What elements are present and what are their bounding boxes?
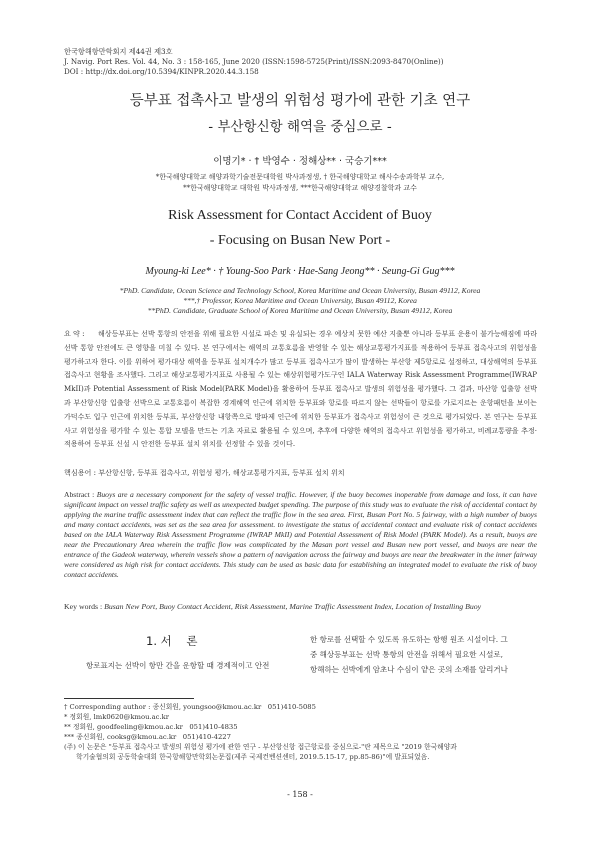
english-keywords-text: Busan New Port, Buoy Contact Accident, Risk Assessment, Marine Traffic Assessment Index, Location of Installing Buoy xyxy=(104,602,482,611)
korean-title: 등부표 접촉사고 발생의 위험성 평가에 관한 기초 연구 xyxy=(129,93,471,109)
korean-keywords: 핵심용어 : 부산항신항, 등부표 접촉사고, 위험성 평가, 해상교통평가지표, 등부표 설치 위치 xyxy=(64,468,345,477)
journal-citation: J. Navig. Port Res. Vol. 44, No. 3 : 158-165, June 2020 (ISSN:1598-5725(Print)/ISSN:2093-8470(Online)) xyxy=(64,57,444,66)
korean-abstract-text: 해상등부표는 선박 통항의 안전을 위해 필요한 시설로 파손 및 유실되는 경우 예상치 못한 예산 지출뿐 아니라 등부표 운용이 불가능해짐에 따라 선박 통항 안전에도 큰 영향을 미칠 수 있다. 본 연구에서는 해역의 교통호름을 반영할 수 있는 해상교통평가지표를 적용하여 등부표 접촉사고의 위험성을 평가하고자 한다. 이를 위하여 평가대상 해역을 등부표 설치개수가 많고 등부표 접촉사고가 많이 발생하는 부산항 제5항로로 설정하고, 대상해역의 등부표 접촉사고 현황을 조사했다. 그리고 해상교통평가지표로 사용될 수 있는 해상위험평가도구인 IALA Waterway Risk Assessment Programme(IWRAP MkII)과 Potential Assessment of Risk Model(PARK Model)을 활용하여 등부표 접촉사고 발생의 위험성을 평가했다. 그 결과, 마산항 입출항 선박과 부산항신항 입출항 선박으로 교통호름이 복잡한 경계해역 인근에 위치한 등부표와 항로를 따르지 않는 선박들이 항로를 가로지르는 운항패턴을 보이는 가덕수도 입구 인근에 위치한 등부표, 부산항신항 내항쪽으로 방파제 인근에 위치한 등부표가 접촉사고 위험성이 큰 것으로 평가되었다. 본 연구는 등부표 사고 위험성을 평가할 수 있는 통합 모델을 만드는 기초 자료로 활용될 수 있으며, 추후에 다양한 해역의 접촉사고 위험성을 평가하고, 비례교통량을 추정·적용하여 등부표 신설 시 안전한 등부표 설치 위치를 선정할 수 있을 것이다. xyxy=(64,329,537,449)
intro-left-column-text: 항로표지는 선박이 항만 간을 운항할 때 경제적이고 안전 xyxy=(86,661,270,670)
english-abstract-text: Buoys are a necessary component for the safety of vessel traffic. However, if the buoy becomes inoperable from damage and loss, it can have significant impact on vessel traffic safety as well as unexpected budget spending. The purpose of this study was to evaluate the risk of accidental contact by applying the marine traffic assessment index that can reflect the traffic flow in the sea area. First, Busan Port No. 5 fairway, with a high number of buoys and many contact accidents, was set as the sea area for assessment. to investigate the status of accidental contact and evaluate risk of contact accidents based on the IALA Waterway Risk Assessment Programme (IWRAP MkII) and Potential Assessment of Risk Model (PARK Model). As a result, buoys are near the Precautionary Area wherein the traffic flow was complicated by the Masan port vessel and Busan new port vessel, and buoys are near the entrance of the Gadeok waterway, wherein vessels show a pattern of navigation across the fairway and buoys are near the breakwater in the inner fairway were considered as high risk for contact accidents. This study can be used as basic data for establishing an integrated model to evaluate the risk of buoy contact accidents. xyxy=(64,490,537,579)
footnote-divider xyxy=(64,698,194,699)
english-subtitle: - Focusing on Busan New Port - xyxy=(209,233,391,248)
page-number: - 158 - xyxy=(287,790,313,799)
intro-right-column xyxy=(310,632,538,677)
english-authors: Myoung-ki Lee* · † Young-Soo Park · Hae-Sang Jeong** · Seung-Gi Gug*** xyxy=(145,266,455,277)
intro-right-line-3: 항해하는 선박에게 암초나 수심이 얕은 곳의 소재를 알리거나 xyxy=(310,665,508,674)
journal-header xyxy=(64,47,444,77)
doi-link[interactable]: DOI : http://dx.doi.org/10.5394/KINPR.2020.44.3.158 xyxy=(64,67,259,76)
korean-subtitle: - 부산항신항 해역을 중심으로 - xyxy=(208,119,392,135)
english-abstract xyxy=(64,490,537,580)
footnote-author-2: * 정회원, lmk0620@kmou.ac.kr xyxy=(64,713,169,721)
footnote-note-line-2: 학기술협의회 공동학술대회 한국항해항만학회논문집(제주 국제컨벤션센터, 2019.5.15-17, pp.85-86)"에 발표되었음. xyxy=(76,753,430,761)
english-keywords xyxy=(64,602,481,611)
english-affiliation-3: **PhD. Candidate, Graduate School of Korea Maritime and Ocean University, Busan 49112, Korea xyxy=(147,306,453,315)
intro-right-line-1: 한 항로를 선택할 수 있도록 유도하는 항행 원조 시설이다. 그 xyxy=(310,635,508,644)
korean-abstract-label: 요 약 : xyxy=(64,329,85,338)
english-affiliation-1: *PhD. Candidate, Ocean Science and Technology School, Korea Maritime and Ocean University, Busan 49112, Korea xyxy=(119,286,481,295)
korean-authors: 이명기* · † 박영수 · 정해상** · 국승기*** xyxy=(213,156,387,167)
english-abstract-label: Abstract : xyxy=(64,490,95,499)
footnote-corresponding-author: † Corresponding author : 종신회원, youngsoo@kmou.ac.kr 051)410-5085 xyxy=(64,703,316,711)
intro-right-line-2: 중 해상등부표는 선박 통항의 안전을 위해서 필요한 시설로, xyxy=(310,650,503,659)
footnotes xyxy=(64,702,544,762)
footnote-note-line-1: (주) 이 논문은 "등부표 접촉사고 발생의 위험성 평가에 관한 연구 - 부산항신항 접근항로를 중심으로-"란 제목으로 "2019 한국해양과 xyxy=(64,743,457,751)
journal-name-korean: 한국항해항만학회지 제44권 제3호 xyxy=(64,47,173,56)
korean-affiliation-2: **한국해양대학교 대학원 박사과정생, ***한국해양대학교 해양경찰학과 교수 xyxy=(183,184,417,192)
korean-abstract xyxy=(64,327,537,451)
korean-affiliation-1: *한국해양대학교 해양과학기술전문대학원 박사과정생, † 한국해양대학교 해사수송과학부 교수, xyxy=(155,173,445,181)
footnote-author-3: ** 정회원, goodfeeling@kmou.ac.kr 051)410-4835 xyxy=(64,723,238,731)
english-keywords-label: Key words : xyxy=(64,602,103,611)
footnote-author-4: *** 종신회원, cooksg@kmou.ac.kr 051)410-4227 xyxy=(64,733,231,741)
english-title: Risk Assessment for Contact Accident of Buoy xyxy=(168,208,432,223)
section-heading-introduction: 1. 서 론 xyxy=(146,634,198,648)
english-affiliation-2: ***,† Professor, Korea Maritime and Ocean University, Busan 49112, Korea xyxy=(183,296,417,305)
